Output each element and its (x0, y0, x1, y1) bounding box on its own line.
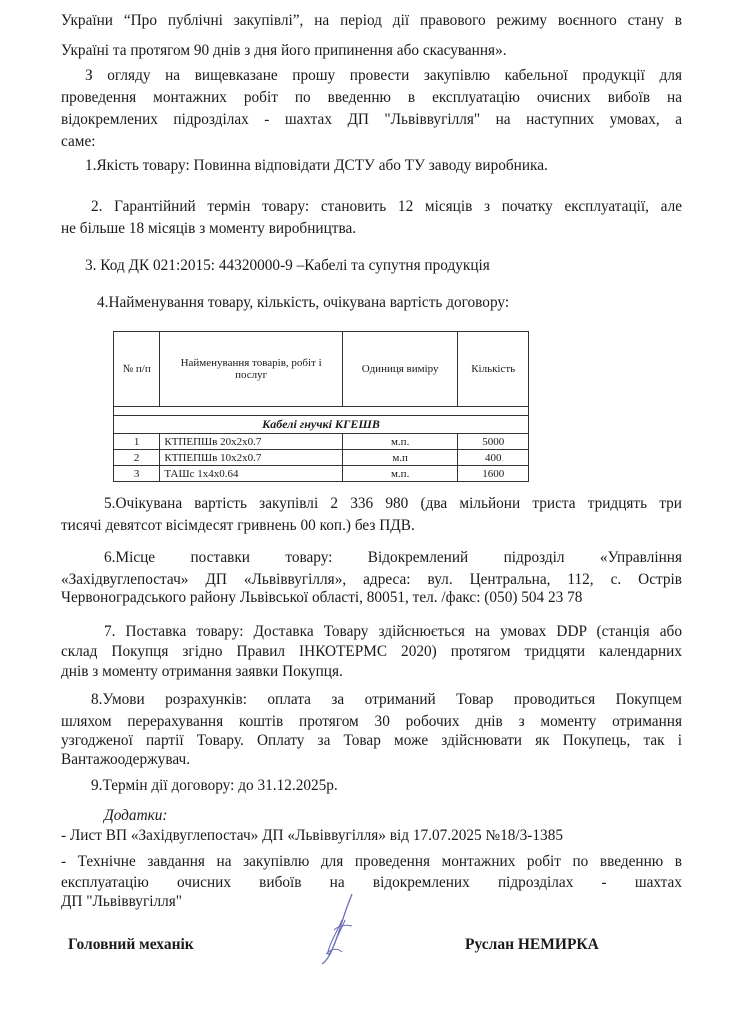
item-7-line-3: днів з моменту отримання заявки Покупця. (61, 663, 343, 680)
request-line-1: З огляду на вищевказане прошу провести закупівлю кабельної продукції для (85, 67, 682, 84)
row-number: 2 (114, 450, 160, 466)
attachment-1: - Лист ВП «Західвуглепостач» ДП «Львіввугілля» від 17.07.2025 №18/3-1385 (61, 827, 563, 844)
row-quantity: 5000 (458, 434, 529, 450)
intro-line-1: України “Про публічні закупівлі”, на період дії правового режиму воєнного стану в (61, 12, 682, 29)
attachments-title: Додатки: (104, 807, 168, 824)
row-quantity: 1600 (458, 466, 529, 482)
item-7-line-1: 7. Поставка товару: Доставка Товару здійснюється на умовах DDP (станція або (104, 623, 682, 640)
row-unit: м.п (342, 450, 457, 466)
item-8-line-4: Вантажоодержувач. (61, 751, 191, 768)
item-3-cpv-code: 3. Код ДК 021:2015: 44320000-9 –Кабелі та супутня продукція (85, 257, 490, 274)
item-7-line-2: склад Покупця згідно Правил ІНКОТЕРМС 2020) протягом тридцяти календарних (61, 643, 682, 660)
handwritten-signature (312, 890, 362, 970)
attachment-2-line-1: - Технічне завдання на закупівлю для проведення монтажних робіт по введенню в (61, 853, 682, 870)
intro-line-2: Україні та протягом 90 днів з дня його припинення або скасування». (61, 42, 507, 59)
table-row (114, 466, 529, 482)
header-quantity: Кількість (458, 332, 529, 407)
item-1-quality: 1.Якість товару: Повинна відповідати ДСТУ або ТУ заводу виробника. (85, 157, 548, 174)
goods-table (113, 331, 529, 482)
attachment-2-line-3: ДП "Львіввугілля" (61, 893, 183, 910)
table-row (114, 434, 529, 450)
item-4-goods-heading: 4.Найменування товару, кількість, очікувана вартість договору: (97, 294, 510, 311)
row-name: ТАШс 1х4х0.64 (160, 466, 343, 482)
header-name: Найменування товарів, робіт і послуг (160, 332, 343, 407)
item-8-line-2: шляхом перерахування коштів протягом 30 робочих днів з моменту отримання (61, 713, 682, 730)
table-header-row (114, 332, 529, 407)
item-6-line-1: 6.Місце поставки товару: Відокремлений підрозділ «Управління (104, 549, 682, 566)
table-row (114, 450, 529, 466)
signer-title: Головний механік (68, 936, 194, 953)
item-8-line-3: узгодженої партії Товару. Оплату за Товар може здійснювати як Покупець, так і (61, 732, 682, 749)
item-6-line-3: Червоноградського району Львівської області, 80051, тел. /факс: (050) 504 23 78 (61, 589, 583, 606)
item-2-line-2: не більше 18 місяців з моменту виробництва. (61, 220, 357, 237)
header-number: № п/п (114, 332, 160, 407)
row-number: 1 (114, 434, 160, 450)
signer-name: Руслан НЕМИРКА (465, 936, 599, 953)
header-unit: Одиниця виміру (342, 332, 457, 407)
item-9-contract-term: 9.Термін дії договору: до 31.12.2025р. (91, 777, 338, 794)
row-name: КТПЕПШв 10х2х0.7 (160, 450, 343, 466)
item-5-line-2: тисячі девятсот вісімдесят гривнень 00 коп.) без ПДВ. (61, 517, 415, 534)
attachment-2-line-2: експлуатацію очисних вибоїв на відокремлених підрозділах - шахтах (61, 874, 682, 891)
row-number: 3 (114, 466, 160, 482)
item-5-line-1: 5.Очікувана вартість закупівлі 2 336 980 (два мільйони триста тридцять три (104, 495, 682, 512)
table-group-row (114, 416, 529, 434)
row-unit: м.п. (342, 466, 457, 482)
item-2-line-1: 2. Гарантійний термін товару: становить 12 місяців з початку експлуатації, але (91, 198, 682, 215)
item-6-line-2: «Західвуглепостач» ДП «Львіввугілля», адреса: вул. Центральна, 112, с. Острів (61, 571, 682, 588)
request-line-2: проведення монтажних робіт по введенню в експлуатацію очисних вибоїв на (61, 89, 682, 106)
row-unit: м.п. (342, 434, 457, 450)
request-line-4: саме: (61, 133, 96, 150)
row-name: КТПЕПШв 20х2х0.7 (160, 434, 343, 450)
group-title: Кабелі гнучкі КГЕШВ (114, 416, 529, 434)
request-line-3: відокремлених підрозділах - шахтах ДП "Львіввугілля" на наступних умовах, а (61, 111, 682, 128)
row-quantity: 400 (458, 450, 529, 466)
item-8-line-1: 8.Умови розрахунків: оплата за отриманий Товар проводиться Покупцем (91, 691, 682, 708)
